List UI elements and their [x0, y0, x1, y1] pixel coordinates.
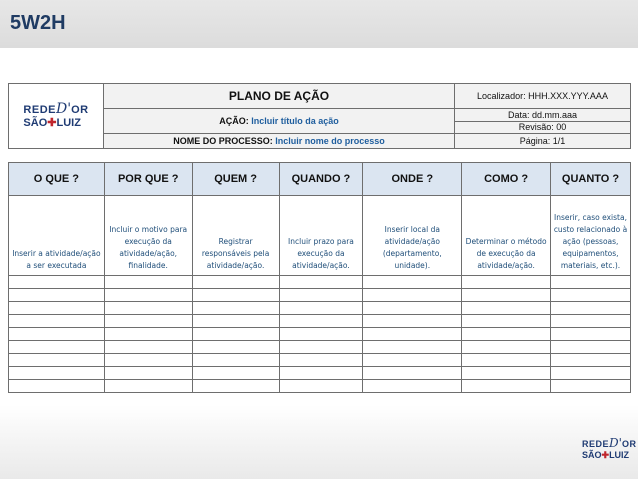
date-field: Data: dd.mm.aaa	[455, 109, 631, 122]
desc-quando[interactable]: Incluir prazo para execução da atividade/ação.	[279, 196, 363, 276]
table-cell[interactable]	[192, 302, 279, 315]
table-row	[9, 289, 631, 302]
table-cell[interactable]	[104, 328, 192, 341]
header-logo-cell	[9, 84, 104, 149]
table-cell[interactable]	[551, 380, 631, 393]
table-cell[interactable]	[9, 380, 105, 393]
table-cell[interactable]	[551, 276, 631, 289]
table-cell[interactable]	[279, 302, 363, 315]
table-cell[interactable]	[462, 315, 551, 328]
action-title-field[interactable]	[104, 109, 455, 134]
desc-como[interactable]: Determinar o método de execução da atividade/ação.	[462, 196, 551, 276]
table-row	[9, 341, 631, 354]
table-row	[9, 367, 631, 380]
process-value: Incluir nome do processo	[275, 136, 385, 146]
table-cell[interactable]	[9, 276, 105, 289]
rede-dor-logo-footer: REDED'OR SÃO✚LUIZ	[582, 436, 637, 460]
table-cell[interactable]	[279, 367, 363, 380]
table-cell[interactable]	[363, 328, 462, 341]
desc-quanto[interactable]: Inserir, caso exista, custo relacionado à ação (pessoas, equipamentos, materiais, etc.).	[551, 196, 631, 276]
col-quando: QUANDO ?	[279, 163, 363, 196]
rede-dor-logo: REDED'OR SÃO✚LUIZ	[23, 100, 89, 129]
table-cell[interactable]	[9, 302, 105, 315]
description-row	[9, 196, 631, 276]
cross-icon: ✚	[47, 116, 57, 129]
table-cell[interactable]	[363, 315, 462, 328]
table-cell[interactable]	[462, 354, 551, 367]
table-cell[interactable]	[551, 367, 631, 380]
col-quanto: QUANTO ?	[551, 163, 631, 196]
table-cell[interactable]	[192, 289, 279, 302]
table-cell[interactable]	[192, 354, 279, 367]
table-cell[interactable]	[104, 341, 192, 354]
table-cell[interactable]	[363, 276, 462, 289]
table-cell[interactable]	[192, 367, 279, 380]
table-cell[interactable]	[279, 380, 363, 393]
table-cell[interactable]	[279, 328, 363, 341]
5w2h-table	[8, 162, 631, 393]
table-cell[interactable]	[104, 367, 192, 380]
col-por-que: POR QUE ?	[104, 163, 192, 196]
table-cell[interactable]	[462, 302, 551, 315]
table-cell[interactable]	[192, 276, 279, 289]
table-cell[interactable]	[363, 341, 462, 354]
table-cell[interactable]	[279, 341, 363, 354]
table-cell[interactable]	[363, 367, 462, 380]
localizador: Localizador: HHH.XXX.YYY.AAA	[455, 84, 631, 109]
table-cell[interactable]	[192, 341, 279, 354]
table-cell[interactable]	[192, 380, 279, 393]
desc-por-que[interactable]: Incluir o motivo para execução da atividade/ação, finalidade.	[104, 196, 192, 276]
table-cell[interactable]	[363, 380, 462, 393]
table-cell[interactable]	[363, 302, 462, 315]
col-como: COMO ?	[462, 163, 551, 196]
action-plan-header	[8, 83, 631, 149]
table-cell[interactable]	[462, 289, 551, 302]
table-cell[interactable]	[363, 289, 462, 302]
table-cell[interactable]	[462, 276, 551, 289]
table-cell[interactable]	[9, 289, 105, 302]
table-cell[interactable]	[192, 328, 279, 341]
table-cell[interactable]	[104, 302, 192, 315]
col-o-que: O QUE ?	[9, 163, 105, 196]
col-onde: ONDE ?	[363, 163, 462, 196]
table-row	[9, 354, 631, 367]
cross-icon: ✚	[601, 450, 610, 460]
action-value: Incluir título da ação	[251, 116, 339, 126]
table-cell[interactable]	[462, 341, 551, 354]
column-header-row	[9, 163, 631, 196]
action-label: AÇÃO:	[219, 116, 249, 126]
table-row	[9, 276, 631, 289]
table-cell[interactable]	[9, 354, 105, 367]
table-cell[interactable]	[363, 354, 462, 367]
table-cell[interactable]	[551, 328, 631, 341]
table-cell[interactable]	[551, 354, 631, 367]
table-cell[interactable]	[104, 354, 192, 367]
plan-title: PLANO DE AÇÃO	[104, 84, 455, 109]
revision-field: Revisão: 00	[455, 121, 631, 134]
table-cell[interactable]	[462, 328, 551, 341]
desc-onde[interactable]: Inserir local da atividade/ação (departamento, unidade).	[363, 196, 462, 276]
table-cell[interactable]	[279, 276, 363, 289]
table-cell[interactable]	[462, 367, 551, 380]
table-cell[interactable]	[9, 341, 105, 354]
table-cell[interactable]	[551, 341, 631, 354]
table-cell[interactable]	[551, 315, 631, 328]
table-cell[interactable]	[551, 302, 631, 315]
desc-o-que[interactable]: Inserir a atividade/ação a ser executada	[9, 196, 105, 276]
table-cell[interactable]	[104, 315, 192, 328]
table-cell[interactable]	[9, 328, 105, 341]
table-cell[interactable]	[462, 380, 551, 393]
table-row	[9, 328, 631, 341]
table-cell[interactable]	[9, 367, 105, 380]
page-field: Página: 1/1	[455, 134, 631, 149]
table-row	[9, 302, 631, 315]
table-cell[interactable]	[104, 380, 192, 393]
title-bar	[0, 0, 638, 48]
col-quem: QUEM ?	[192, 163, 279, 196]
table-cell[interactable]	[279, 354, 363, 367]
table-row	[9, 315, 631, 328]
table-row	[9, 380, 631, 393]
table-cell[interactable]	[104, 289, 192, 302]
slide-title: 5W2H	[10, 12, 66, 34]
table-cell[interactable]	[104, 276, 192, 289]
process-label: NOME DO PROCESSO:	[173, 136, 273, 146]
table-cell[interactable]	[9, 315, 105, 328]
process-name-field[interactable]	[104, 134, 455, 149]
desc-quem[interactable]: Registrar responsáveis pela atividade/ação.	[192, 196, 279, 276]
table-cell[interactable]	[279, 315, 363, 328]
table-cell[interactable]	[192, 315, 279, 328]
footer-band	[0, 405, 638, 479]
table-cell[interactable]	[279, 289, 363, 302]
table-cell[interactable]	[551, 289, 631, 302]
